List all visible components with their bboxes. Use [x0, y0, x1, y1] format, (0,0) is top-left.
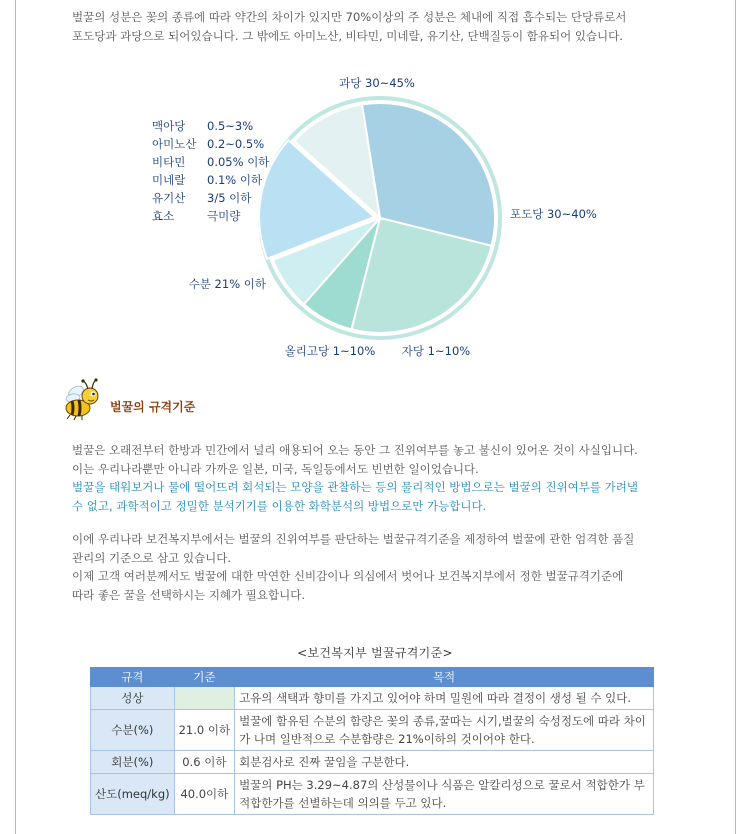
body-paragraph-1 [72, 441, 692, 515]
column-header: 규격 [91, 668, 175, 687]
minor-value: 0.2~0.5% [207, 137, 265, 151]
body-line: 벌꿀은 오래전부터 한방과 민간에서 널리 애용되어 오는 동안 그 진위여부를 놓고 불신이 있어온 것이 사실입니다. [72, 443, 638, 457]
minor-value: 0.05% 이하 [207, 155, 270, 169]
minor-row [152, 117, 269, 135]
pie-slice-label: 자당 1~10% [401, 344, 471, 358]
body-line: 이에 우리나라 보건복지부에서는 벌꿀의 진위여부를 판단하는 벌꿀규격기준을 제정하여 벌꿀에 관한 엄격한 품질 [72, 532, 635, 546]
purpose-cell: 회분검사로 진짜 꿀임을 구분한다. [235, 751, 654, 774]
standard-cell: 0.6 이하 [174, 751, 234, 774]
standard-cell: 40.0이하 [174, 774, 234, 815]
bee-icon [62, 378, 102, 422]
pie-slice-label: 수분 21% 이하 [188, 277, 266, 291]
minor-row [152, 171, 269, 189]
pie-slice-label: 올리고당 1~10% [284, 344, 376, 358]
intro-line: 벌꿀의 성분은 꽃의 종류에 따라 약간의 차이가 있지만 70%이상의 주 성분은 체내에 직접 흡수되는 단당류로서 [72, 10, 627, 24]
spec-cell: 성상 [91, 687, 175, 710]
minor-row [152, 135, 269, 153]
spec-cell: 산도(meq/kg) [91, 774, 175, 815]
minor-name: 유기산 [152, 191, 186, 205]
body-line: 이제 고객 여러분께서도 벌꿀에 대한 막연한 신비감이나 의심에서 벗어나 보건복지부에서 정한 벌꿀규격기준에 [72, 569, 624, 583]
minor-value: 극미량 [207, 209, 241, 223]
minor-value: 3/5 이하 [207, 191, 252, 205]
minor-name: 아미노산 [152, 137, 197, 151]
table-header-row [91, 668, 654, 687]
composition-pie-chart [0, 0, 750, 380]
body-line: 따라 좋은 꿀을 선택하시는 지혜가 필요합니다. [72, 587, 306, 602]
pie-slice-label: 포도당 30~40% [510, 207, 597, 221]
intro-line: 포도당과 과당으로 되어있습니다. 그 밖에도 아미노산, 비타민, 미네랄, 유기산, 단백질등이 함유되어 있습니다. [72, 28, 623, 43]
minor-value: 0.1% 이하 [207, 173, 263, 187]
column-header: 목적 [235, 668, 654, 687]
minor-name: 맥아당 [152, 119, 186, 133]
table-caption: <보건복지부 벌꿀규격기준> [297, 646, 453, 660]
table-row [91, 751, 654, 774]
purpose-cell: 벌꿀에 함유된 수분의 함량은 꽃의 종류,꿀따는 시기,벌꿀의 숙성정도에 따라 차이가 나며 일반적으로 수분함량은 21%이하의 것이어야 한다. [235, 710, 654, 751]
minor-row [152, 189, 269, 207]
body-line-highlight: 수 없고, 과학적이고 정밀한 분석기기를 이용한 화학분석의 방법으로만 가능합니다. [72, 498, 487, 513]
section-title: 벌꿀의 규격기준 [110, 400, 196, 414]
purpose-cell: 벌꿀의 PH는 3.29~4.87의 산성물이나 식품은 알칼리성으로 꿀로서 적합한가 부적합한가를 선별하는데 의의를 두고 있다. [235, 774, 654, 815]
pie-slice-label: 과당 30~45% [339, 76, 415, 90]
spec-cell: 회분(%) [91, 751, 175, 774]
table-row [91, 710, 654, 751]
body-line: 이는 우리나라뿐만 아니라 가까운 일본, 미국, 독일등에서도 빈번한 일이었습니다. [72, 461, 479, 476]
body-line-highlight: 벌꿀을 태워보거나 물에 떨어뜨려 회석되는 모양을 관찰하는 등의 물리적인 방법으로는 벌꿀의 진위여부를 가려낼 [72, 480, 638, 494]
honey-standard-table [90, 667, 654, 815]
minor-components-list [152, 117, 269, 225]
minor-row [152, 153, 269, 171]
spec-cell: 수분(%) [91, 710, 175, 751]
minor-name: 효소 [152, 209, 175, 223]
standard-cell: 21.0 이하 [174, 710, 234, 751]
minor-name: 미네랄 [152, 173, 186, 187]
table-row [91, 687, 654, 710]
body-line: 관리의 기준으로 삼고 있습니다. [72, 550, 232, 565]
table-row [91, 774, 654, 815]
column-header: 기준 [174, 668, 234, 687]
body-paragraph-2 [72, 530, 692, 604]
minor-row [152, 207, 269, 225]
standard-cell [174, 687, 234, 710]
minor-value: 0.5~3% [207, 119, 254, 133]
purpose-cell: 고유의 색택과 향미를 가지고 있어야 하며 밀원에 따라 결정이 생성 될 수 있다. [235, 687, 654, 710]
minor-name: 비타민 [152, 155, 186, 169]
